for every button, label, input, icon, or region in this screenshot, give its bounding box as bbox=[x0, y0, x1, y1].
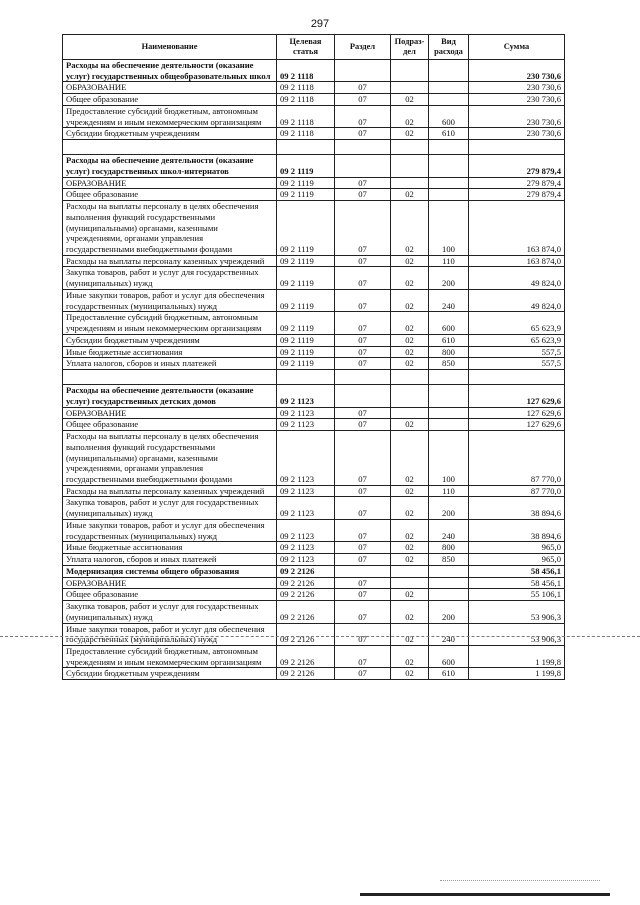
cell-podrazdel: 02 bbox=[391, 128, 429, 140]
cell-razdel: 07 bbox=[335, 601, 391, 623]
table-row bbox=[63, 419, 565, 431]
cell-razdel: 07 bbox=[335, 82, 391, 94]
cell-code: 09 2 1118 bbox=[277, 82, 335, 94]
table-row bbox=[63, 334, 565, 346]
cell-podrazdel bbox=[391, 155, 429, 177]
empty-cell bbox=[469, 140, 565, 155]
empty-cell bbox=[469, 370, 565, 385]
cell-podrazdel bbox=[391, 407, 429, 419]
cell-podrazdel: 02 bbox=[391, 312, 429, 334]
cell-vid: 600 bbox=[429, 105, 469, 127]
table-row bbox=[63, 140, 565, 155]
table-row bbox=[63, 431, 565, 486]
cell-vid: 600 bbox=[429, 645, 469, 667]
cell-name: Расходы на обеспечение деятельности (оказание услуг) государственных школ-интернатов bbox=[63, 155, 277, 177]
cell-vid: 240 bbox=[429, 623, 469, 645]
cell-razdel: 07 bbox=[335, 519, 391, 541]
cell-code: 09 2 1123 bbox=[277, 519, 335, 541]
cell-code: 09 2 1119 bbox=[277, 189, 335, 201]
cell-code: 09 2 2126 bbox=[277, 601, 335, 623]
cell-sum: 279 879,4 bbox=[469, 189, 565, 201]
cell-vid: 800 bbox=[429, 346, 469, 358]
cell-razdel bbox=[335, 385, 391, 407]
cell-sum: 127 629,6 bbox=[469, 385, 565, 407]
cell-name: Иные бюджетные ассигнования bbox=[63, 542, 277, 554]
cell-code: 09 2 1118 bbox=[277, 105, 335, 127]
cell-sum: 279 879,4 bbox=[469, 155, 565, 177]
cell-podrazdel: 02 bbox=[391, 497, 429, 519]
empty-cell bbox=[335, 140, 391, 155]
cell-vid bbox=[429, 60, 469, 82]
cell-sum: 230 730,6 bbox=[469, 60, 565, 82]
cell-razdel bbox=[335, 565, 391, 577]
cell-sum: 557,5 bbox=[469, 346, 565, 358]
cell-code: 09 2 1123 bbox=[277, 497, 335, 519]
cell-code: 09 2 2126 bbox=[277, 589, 335, 601]
cell-code: 09 2 2126 bbox=[277, 577, 335, 589]
cell-razdel: 07 bbox=[335, 128, 391, 140]
header-vid: Вид расхода bbox=[429, 35, 469, 60]
cell-razdel: 07 bbox=[335, 312, 391, 334]
cell-code: 09 2 1123 bbox=[277, 542, 335, 554]
cell-podrazdel bbox=[391, 565, 429, 577]
cell-code: 09 2 2126 bbox=[277, 668, 335, 680]
cell-vid bbox=[429, 565, 469, 577]
cell-podrazdel: 02 bbox=[391, 419, 429, 431]
cell-name: Иные закупки товаров, работ и услуг для обеспечения государственных (муниципальных) нужд bbox=[63, 623, 277, 645]
cell-sum: 65 623,9 bbox=[469, 312, 565, 334]
table-row bbox=[63, 542, 565, 554]
cell-name: Иные бюджетные ассигнования bbox=[63, 346, 277, 358]
header-podrazdel: Подраз-дел bbox=[391, 35, 429, 60]
cell-razdel: 07 bbox=[335, 485, 391, 497]
table-row bbox=[63, 267, 565, 289]
cell-podrazdel: 02 bbox=[391, 289, 429, 311]
cell-vid bbox=[429, 419, 469, 431]
cell-razdel: 07 bbox=[335, 201, 391, 256]
cell-sum: 230 730,6 bbox=[469, 128, 565, 140]
cell-podrazdel: 02 bbox=[391, 589, 429, 601]
cell-vid bbox=[429, 155, 469, 177]
cell-vid bbox=[429, 82, 469, 94]
cell-podrazdel: 02 bbox=[391, 201, 429, 256]
cell-sum: 230 730,6 bbox=[469, 105, 565, 127]
cell-code: 09 2 1118 bbox=[277, 94, 335, 106]
cell-razdel: 07 bbox=[335, 623, 391, 645]
empty-cell bbox=[429, 370, 469, 385]
table-row bbox=[63, 358, 565, 370]
cell-vid: 850 bbox=[429, 358, 469, 370]
cell-podrazdel bbox=[391, 82, 429, 94]
table-row bbox=[63, 623, 565, 645]
cell-podrazdel: 02 bbox=[391, 645, 429, 667]
table-row bbox=[63, 577, 565, 589]
cell-code: 09 2 1118 bbox=[277, 128, 335, 140]
header-code: Целевая статья bbox=[277, 35, 335, 60]
table-row bbox=[63, 255, 565, 267]
cell-name: Расходы на обеспечение деятельности (оказание услуг) государственных детских домов bbox=[63, 385, 277, 407]
cell-razdel: 07 bbox=[335, 419, 391, 431]
cell-sum: 279 879,4 bbox=[469, 177, 565, 189]
cell-sum: 58 456,1 bbox=[469, 577, 565, 589]
cell-code: 09 2 1123 bbox=[277, 485, 335, 497]
cell-razdel: 07 bbox=[335, 554, 391, 566]
table-row bbox=[63, 60, 565, 82]
table-row bbox=[63, 346, 565, 358]
cell-vid bbox=[429, 577, 469, 589]
header-name: Наименование bbox=[63, 35, 277, 60]
cell-name: Субсидии бюджетным учреждениям bbox=[63, 334, 277, 346]
table-row bbox=[63, 485, 565, 497]
cell-sum: 163 874,0 bbox=[469, 201, 565, 256]
cell-name: ОБРАЗОВАНИЕ bbox=[63, 177, 277, 189]
cell-sum: 38 894,6 bbox=[469, 519, 565, 541]
cell-name: Модернизация системы общего образования bbox=[63, 565, 277, 577]
cell-razdel: 07 bbox=[335, 334, 391, 346]
table-row bbox=[63, 554, 565, 566]
cell-podrazdel bbox=[391, 577, 429, 589]
cell-podrazdel: 02 bbox=[391, 485, 429, 497]
cell-podrazdel: 02 bbox=[391, 519, 429, 541]
table-row bbox=[63, 94, 565, 106]
table-row bbox=[63, 407, 565, 419]
cell-vid: 200 bbox=[429, 497, 469, 519]
table-row bbox=[63, 589, 565, 601]
table-row bbox=[63, 497, 565, 519]
cell-name: Общее образование bbox=[63, 94, 277, 106]
cell-code: 09 2 1119 bbox=[277, 312, 335, 334]
cell-razdel: 07 bbox=[335, 358, 391, 370]
cell-podrazdel bbox=[391, 385, 429, 407]
cell-sum: 58 456,1 bbox=[469, 565, 565, 577]
cell-podrazdel: 02 bbox=[391, 105, 429, 127]
cell-name: Расходы на выплаты персоналу казенных учреждений bbox=[63, 485, 277, 497]
cell-name: Расходы на обеспечение деятельности (оказание услуг) государственных общеобразовательных школ bbox=[63, 60, 277, 82]
cell-podrazdel: 02 bbox=[391, 601, 429, 623]
cell-code: 09 2 1119 bbox=[277, 267, 335, 289]
table-row bbox=[63, 155, 565, 177]
cell-podrazdel bbox=[391, 177, 429, 189]
cell-code: 09 2 1119 bbox=[277, 358, 335, 370]
cell-code: 09 2 1123 bbox=[277, 554, 335, 566]
cell-name: Расходы на выплаты персоналу казенных учреждений bbox=[63, 255, 277, 267]
table-row bbox=[63, 312, 565, 334]
cell-sum: 49 824,0 bbox=[469, 289, 565, 311]
cell-code: 09 2 1119 bbox=[277, 155, 335, 177]
cell-podrazdel: 02 bbox=[391, 94, 429, 106]
cell-sum: 127 629,6 bbox=[469, 419, 565, 431]
cell-code: 09 2 1119 bbox=[277, 201, 335, 256]
table-header bbox=[63, 35, 565, 60]
cell-podrazdel: 02 bbox=[391, 542, 429, 554]
cell-razdel: 07 bbox=[335, 346, 391, 358]
cell-sum: 230 730,6 bbox=[469, 94, 565, 106]
cell-sum: 49 824,0 bbox=[469, 267, 565, 289]
cell-razdel: 07 bbox=[335, 267, 391, 289]
table-row bbox=[63, 519, 565, 541]
cell-vid: 240 bbox=[429, 519, 469, 541]
table-row bbox=[63, 189, 565, 201]
cell-vid: 200 bbox=[429, 267, 469, 289]
cell-name: Общее образование bbox=[63, 419, 277, 431]
cell-razdel: 07 bbox=[335, 668, 391, 680]
cell-razdel bbox=[335, 60, 391, 82]
cell-vid: 610 bbox=[429, 128, 469, 140]
cell-sum: 87 770,0 bbox=[469, 431, 565, 486]
cell-code: 09 2 1118 bbox=[277, 60, 335, 82]
cell-code: 09 2 1123 bbox=[277, 419, 335, 431]
cell-sum: 53 906,3 bbox=[469, 623, 565, 645]
table-row bbox=[63, 289, 565, 311]
cell-razdel: 07 bbox=[335, 645, 391, 667]
cell-sum: 965,0 bbox=[469, 554, 565, 566]
cell-sum: 163 874,0 bbox=[469, 255, 565, 267]
cell-vid bbox=[429, 589, 469, 601]
empty-cell bbox=[63, 140, 277, 155]
cell-vid: 610 bbox=[429, 668, 469, 680]
cell-code: 09 2 1119 bbox=[277, 346, 335, 358]
cell-razdel: 07 bbox=[335, 255, 391, 267]
cell-name: ОБРАЗОВАНИЕ bbox=[63, 82, 277, 94]
cell-sum: 965,0 bbox=[469, 542, 565, 554]
cell-name: Закупка товаров, работ и услуг для государственных (муниципальных) нужд bbox=[63, 267, 277, 289]
table-row bbox=[63, 645, 565, 667]
cell-name: Закупка товаров, работ и услуг для государственных (муниципальных) нужд bbox=[63, 497, 277, 519]
header-summa: Сумма bbox=[469, 35, 565, 60]
cell-sum: 53 906,3 bbox=[469, 601, 565, 623]
cell-name: Предоставление субсидий бюджетным, автономным учреждениям и иным некоммерческим организациям bbox=[63, 105, 277, 127]
cell-name: Субсидии бюджетным учреждениям bbox=[63, 128, 277, 140]
cell-razdel: 07 bbox=[335, 577, 391, 589]
cell-razdel: 07 bbox=[335, 289, 391, 311]
budget-table bbox=[62, 34, 565, 680]
cell-vid bbox=[429, 189, 469, 201]
cell-razdel: 07 bbox=[335, 589, 391, 601]
cell-vid: 110 bbox=[429, 255, 469, 267]
empty-cell bbox=[391, 370, 429, 385]
cell-name: ОБРАЗОВАНИЕ bbox=[63, 407, 277, 419]
empty-cell bbox=[277, 140, 335, 155]
cell-razdel: 07 bbox=[335, 497, 391, 519]
cell-code: 09 2 1123 bbox=[277, 407, 335, 419]
cell-name: Закупка товаров, работ и услуг для государственных (муниципальных) нужд bbox=[63, 601, 277, 623]
cell-name: Общее образование bbox=[63, 189, 277, 201]
footer-rule bbox=[360, 893, 610, 896]
cell-sum: 38 894,6 bbox=[469, 497, 565, 519]
cell-podrazdel: 02 bbox=[391, 334, 429, 346]
cell-vid bbox=[429, 407, 469, 419]
table-row bbox=[63, 177, 565, 189]
cell-name: Уплата налогов, сборов и иных платежей bbox=[63, 358, 277, 370]
empty-cell bbox=[391, 140, 429, 155]
table-row bbox=[63, 201, 565, 256]
cell-podrazdel: 02 bbox=[391, 668, 429, 680]
cell-code: 09 2 1119 bbox=[277, 177, 335, 189]
empty-cell bbox=[335, 370, 391, 385]
cell-name: Уплата налогов, сборов и иных платежей bbox=[63, 554, 277, 566]
cell-podrazdel: 02 bbox=[391, 431, 429, 486]
cell-code: 09 2 2126 bbox=[277, 645, 335, 667]
cell-vid bbox=[429, 94, 469, 106]
cell-code: 09 2 1119 bbox=[277, 255, 335, 267]
cell-name: Расходы на выплаты персоналу в целях обеспечения выполнения функций государственными (муниципальными) органами, казенными учреждениями, органами управления государственными внебюджетными фондами bbox=[63, 201, 277, 256]
table-row bbox=[63, 385, 565, 407]
cell-code: 09 2 1119 bbox=[277, 289, 335, 311]
cell-vid: 240 bbox=[429, 289, 469, 311]
cell-name: Расходы на выплаты персоналу в целях обеспечения выполнения функций государственными (муниципальными) органами, казенными учреждениями, органами управления государственными внебюджетными фондами bbox=[63, 431, 277, 486]
cell-razdel: 07 bbox=[335, 431, 391, 486]
cell-name: Иные закупки товаров, работ и услуг для обеспечения государственных (муниципальных) нужд bbox=[63, 519, 277, 541]
cell-podrazdel: 02 bbox=[391, 189, 429, 201]
cell-sum: 230 730,6 bbox=[469, 82, 565, 94]
cell-razdel bbox=[335, 155, 391, 177]
cell-podrazdel: 02 bbox=[391, 623, 429, 645]
cell-sum: 1 199,8 bbox=[469, 668, 565, 680]
cell-vid: 850 bbox=[429, 554, 469, 566]
cell-vid: 110 bbox=[429, 485, 469, 497]
header-razdel: Раздел bbox=[335, 35, 391, 60]
cell-sum: 87 770,0 bbox=[469, 485, 565, 497]
cell-razdel: 07 bbox=[335, 407, 391, 419]
cell-razdel: 07 bbox=[335, 94, 391, 106]
cell-vid bbox=[429, 177, 469, 189]
scan-fold-line bbox=[0, 636, 640, 637]
cell-vid: 610 bbox=[429, 334, 469, 346]
empty-cell bbox=[429, 140, 469, 155]
cell-podrazdel: 02 bbox=[391, 358, 429, 370]
cell-sum: 65 623,9 bbox=[469, 334, 565, 346]
cell-sum: 55 106,1 bbox=[469, 589, 565, 601]
cell-code: 09 2 2126 bbox=[277, 565, 335, 577]
cell-name: ОБРАЗОВАНИЕ bbox=[63, 577, 277, 589]
table-row bbox=[63, 668, 565, 680]
cell-vid: 100 bbox=[429, 201, 469, 256]
cell-podrazdel: 02 bbox=[391, 267, 429, 289]
cell-name: Предоставление субсидий бюджетным, автономным учреждениям и иным некоммерческим организациям bbox=[63, 312, 277, 334]
cell-code: 09 2 1123 bbox=[277, 431, 335, 486]
cell-podrazdel bbox=[391, 60, 429, 82]
cell-vid: 800 bbox=[429, 542, 469, 554]
table-row bbox=[63, 370, 565, 385]
cell-name: Иные закупки товаров, работ и услуг для обеспечения государственных (муниципальных) нужд bbox=[63, 289, 277, 311]
table-row bbox=[63, 82, 565, 94]
cell-razdel: 07 bbox=[335, 189, 391, 201]
cell-sum: 1 199,8 bbox=[469, 645, 565, 667]
cell-name: Предоставление субсидий бюджетным, автономным учреждениям и иным некоммерческим организациям bbox=[63, 645, 277, 667]
cell-name: Общее образование bbox=[63, 589, 277, 601]
cell-code: 09 2 2126 bbox=[277, 623, 335, 645]
cell-razdel: 07 bbox=[335, 542, 391, 554]
cell-code: 09 2 1123 bbox=[277, 385, 335, 407]
cell-sum: 127 629,6 bbox=[469, 407, 565, 419]
footer-dotted-line bbox=[440, 880, 600, 881]
table-row bbox=[63, 128, 565, 140]
cell-podrazdel: 02 bbox=[391, 346, 429, 358]
cell-podrazdel: 02 bbox=[391, 554, 429, 566]
cell-razdel: 07 bbox=[335, 177, 391, 189]
cell-vid bbox=[429, 385, 469, 407]
table-row bbox=[63, 565, 565, 577]
cell-code: 09 2 1119 bbox=[277, 334, 335, 346]
page-number: 297 bbox=[310, 18, 330, 30]
table-row bbox=[63, 601, 565, 623]
cell-razdel: 07 bbox=[335, 105, 391, 127]
cell-podrazdel: 02 bbox=[391, 255, 429, 267]
table-body bbox=[63, 60, 565, 680]
table-row bbox=[63, 105, 565, 127]
empty-cell bbox=[277, 370, 335, 385]
cell-name: Субсидии бюджетным учреждениям bbox=[63, 668, 277, 680]
cell-vid: 600 bbox=[429, 312, 469, 334]
cell-vid: 100 bbox=[429, 431, 469, 486]
cell-sum: 557,5 bbox=[469, 358, 565, 370]
cell-vid: 200 bbox=[429, 601, 469, 623]
empty-cell bbox=[63, 370, 277, 385]
